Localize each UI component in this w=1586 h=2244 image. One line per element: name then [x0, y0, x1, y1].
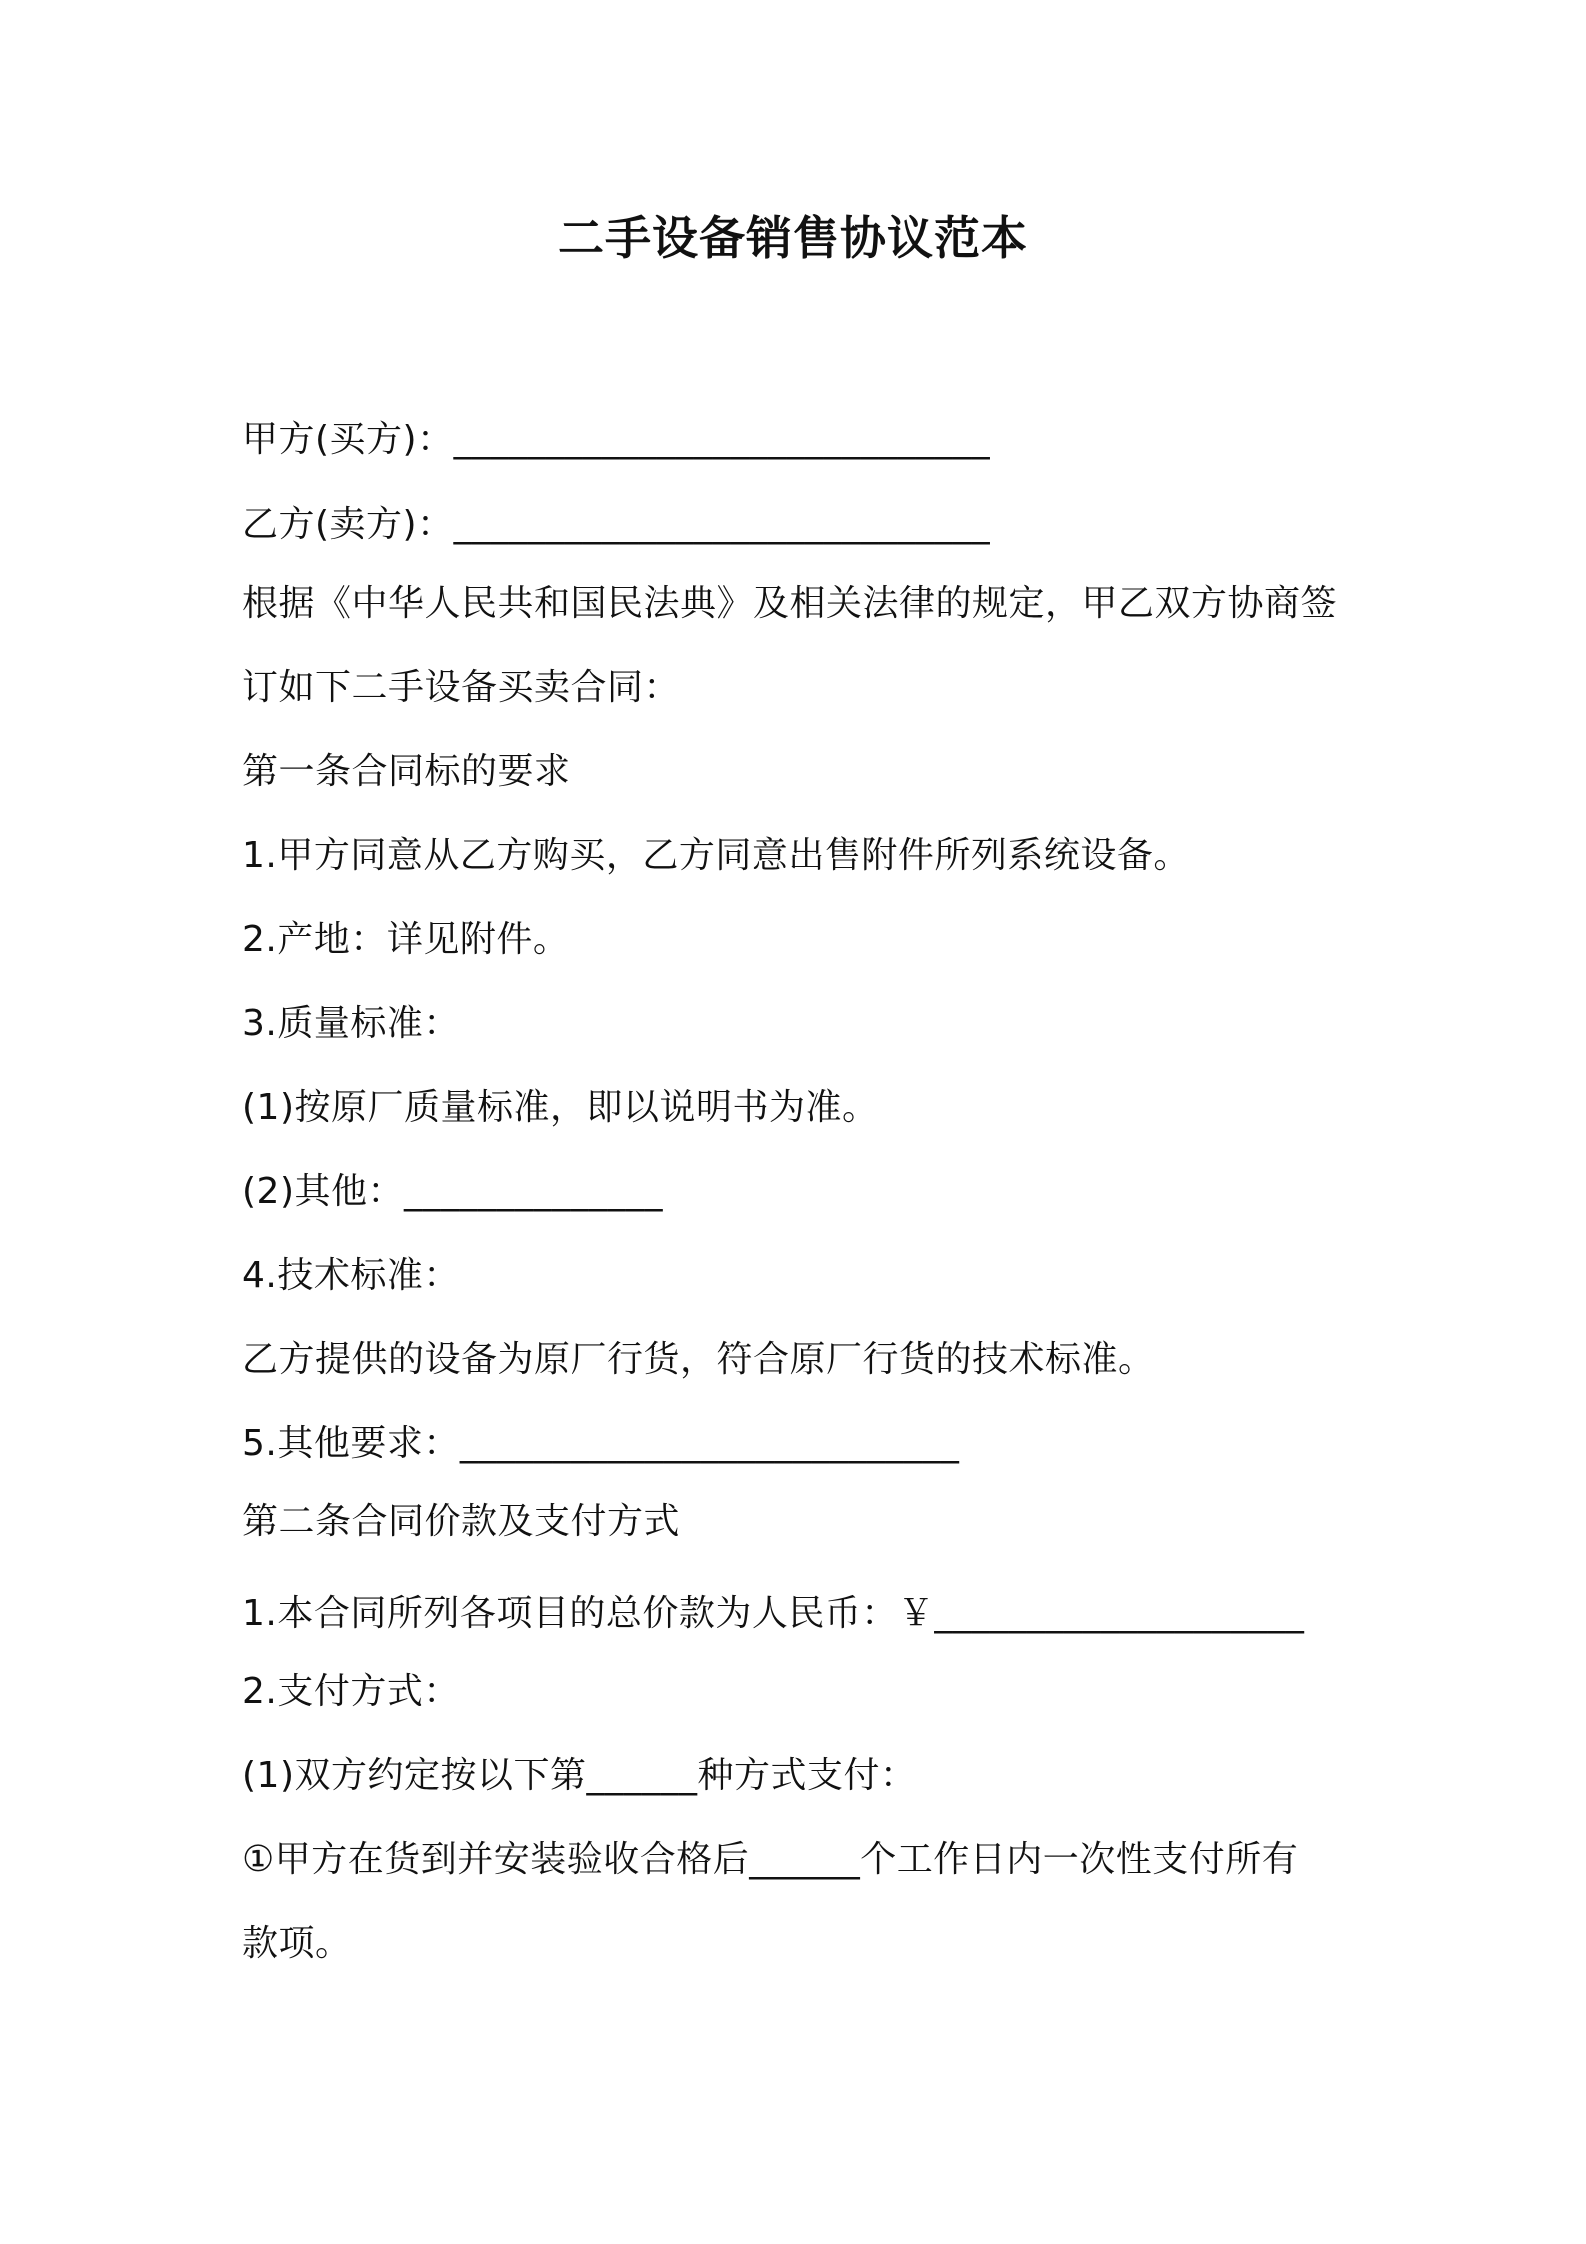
- clause-2-2-1-option-1: ①甲方在货到并安装验收合格后______个工作日内一次性支付所有: [242, 1839, 1299, 1880]
- party-a-line: 甲方(买方)：_____________________________: [242, 419, 991, 460]
- clause-1-3: 3.质量标准：: [242, 1003, 460, 1044]
- clause-1-4: 4.技术标准：: [242, 1255, 460, 1296]
- clause-1-3-1: (1)按原厂质量标准，即以说明书为准。: [242, 1087, 879, 1128]
- clause-1-4-text: 乙方提供的设备为原厂行货，符合原厂行货的技术标准。: [242, 1339, 1155, 1380]
- party-b-line: 乙方(卖方)：_____________________________: [242, 504, 991, 545]
- article-1-heading: 第一条合同标的要求: [242, 751, 571, 792]
- preamble-line-1: 根据《中华人民共和国民法典》及相关法律的规定，甲乙双方协商签: [242, 583, 1338, 624]
- clause-2-2: 2.支付方式：: [242, 1671, 460, 1712]
- document-title: 二手设备销售协议范本: [558, 211, 1028, 265]
- preamble-line-2: 订如下二手设备买卖合同：: [242, 667, 681, 708]
- article-2-heading: 第二条合同价款及支付方式: [242, 1501, 681, 1542]
- clause-1-3-2: (2)其他：______________: [242, 1171, 663, 1212]
- clause-2-1: 1.本合同所列各项目的总价款为人民币：￥____________________: [242, 1593, 1305, 1634]
- clause-1-2: 2.产地：详见附件。: [242, 919, 570, 960]
- clause-2-2-1: (1)双方约定按以下第______种方式支付：: [242, 1755, 917, 1796]
- clause-2-2-1-option-1-cont: 款项。: [242, 1923, 352, 1964]
- clause-1-5: 5.其他要求：___________________________: [242, 1423, 960, 1464]
- clause-1-1: 1.甲方同意从乙方购买，乙方同意出售附件所列系统设备。: [242, 835, 1190, 876]
